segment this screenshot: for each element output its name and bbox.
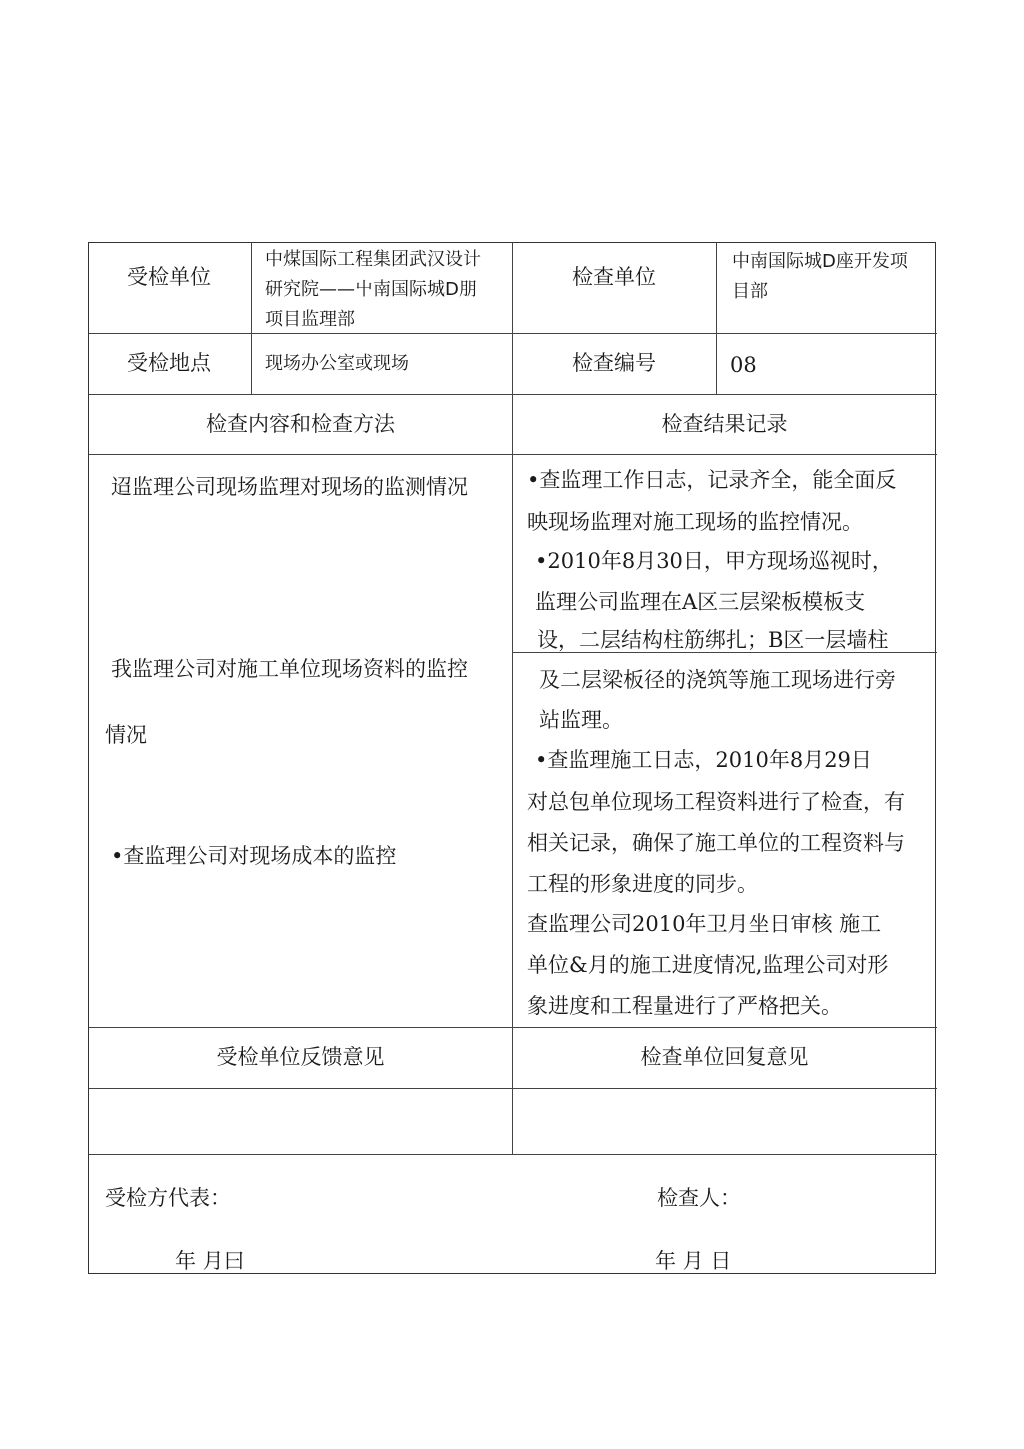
- inspected-rep-label: 受检方代表：: [105, 1186, 231, 1210]
- result-line: •2010年8月30日，甲方现场巡视时，: [535, 549, 893, 573]
- result-line: 监理公司监理在A区三层梁板模板支: [535, 590, 866, 614]
- inspecting-unit-label: 检查单位: [572, 265, 656, 289]
- inspecting-unit-line: 目部: [732, 281, 768, 302]
- row-divider: [89, 394, 937, 395]
- result-line: 对总包单位现场工程资料进行了检查，有: [527, 790, 905, 814]
- check-item: 迢监理公司现场监理对现场的监测情况: [111, 475, 468, 499]
- inspected-unit-line: 项目监理部: [265, 309, 355, 330]
- check-item: •查监理公司对现场成本的监控: [111, 844, 397, 868]
- result-line: 设，二层结构柱筋绑扎；B区一层墙柱: [537, 628, 889, 652]
- inspected-feedback-header: 受检单位反馈意见: [216, 1045, 385, 1069]
- inspector-date: 年 月 日: [655, 1249, 732, 1273]
- inspected-unit-label: 受检单位: [127, 265, 211, 289]
- location-value: 现场办公室或现场: [265, 353, 409, 374]
- location-label: 受检地点: [127, 351, 211, 375]
- check-item: 情况: [105, 723, 147, 747]
- inspecting-unit-line: 中南国际城D座开发项: [732, 251, 908, 272]
- content-method-header: 检查内容和检查方法: [206, 412, 395, 436]
- col-divider: [512, 243, 513, 1154]
- row-divider: [89, 333, 937, 334]
- row-divider: [89, 1027, 937, 1028]
- inspected-unit-value: [265, 245, 509, 335]
- col-divider: [251, 243, 252, 394]
- result-line: 工程的形象进度的同步。: [527, 872, 758, 896]
- result-line: 象进度和工程量进行了严格把关。: [527, 994, 842, 1018]
- result-line: 映现场监理对施工现场的监控情况。: [527, 510, 863, 534]
- number-value: 08: [730, 353, 757, 377]
- result-line: 相关记录，确保了施工单位的工程资料与: [527, 831, 905, 855]
- row-divider: [89, 1088, 937, 1089]
- inspecting-reply-header: 检查单位回复意见: [640, 1045, 809, 1069]
- number-label: 检查编号: [572, 351, 656, 375]
- result-line: •查监理施工日志，2010年8月29日: [535, 748, 872, 772]
- inspected-unit-line: 研究院——屮南国际城D朋: [265, 279, 477, 300]
- result-line: 单位&月的施工进度情况,监理公司对形: [527, 953, 889, 977]
- result-line: 站监理。: [539, 708, 623, 732]
- col-divider: [716, 243, 717, 394]
- inspection-form: [88, 242, 936, 1274]
- row-divider: [89, 454, 937, 455]
- inspected-unit-line: 中煤国际工程集团武汉设计: [265, 249, 481, 270]
- row-divider: [89, 1154, 937, 1155]
- result-line: 查监理公司2010年卫月坐日审核 施工: [527, 912, 882, 936]
- result-line: 及二层梁板径的浇筑等施工现场进行旁: [539, 668, 896, 692]
- check-item: 我监理公司对施工单位现场资料的监控: [111, 657, 468, 681]
- inspector-label: 检查人：: [657, 1186, 741, 1210]
- result-line: •查监理工作日志，记录齐全，能全面反: [527, 468, 897, 492]
- row-divider: [512, 652, 937, 653]
- inspecting-unit-value: [732, 247, 932, 307]
- result-record-header: 检查结果记录: [661, 412, 788, 436]
- inspected-date: 年 月曰: [175, 1249, 245, 1273]
